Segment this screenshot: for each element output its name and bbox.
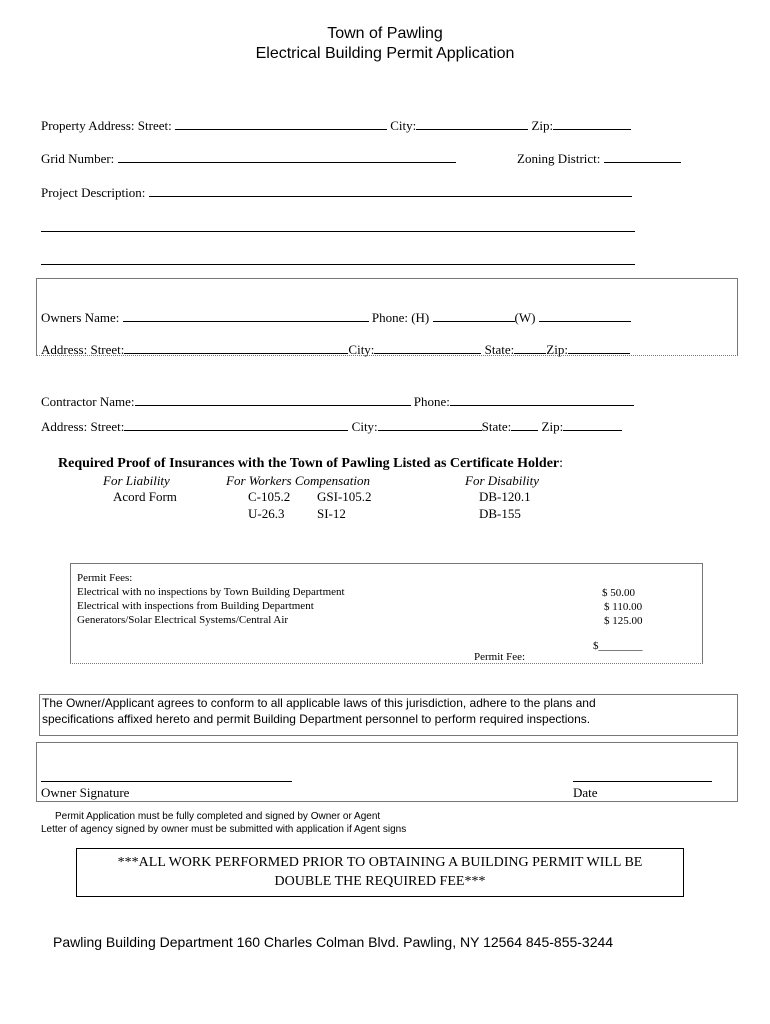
fee-item-label: Generators/Solar Electrical Systems/Central Air xyxy=(77,614,289,626)
zoning-district-label: Zoning District: xyxy=(517,151,601,166)
owner-city-label: City: xyxy=(348,342,375,357)
owner-phone-home-field[interactable] xyxy=(433,310,515,322)
warning-line-2: DOUBLE THE REQUIRED FEE*** xyxy=(274,874,486,889)
owner-zip-label: Zip: xyxy=(546,342,568,357)
contractor-city-field[interactable] xyxy=(378,419,482,431)
disability-form-db155: DB-155 xyxy=(479,506,521,521)
owner-phone-home-label: Phone: (H) xyxy=(371,310,430,325)
owner-signature-label: Owner Signature xyxy=(41,785,130,800)
zoning-district-field[interactable] xyxy=(604,151,681,163)
signature-date-field[interactable] xyxy=(573,781,712,782)
contractor-phone-field[interactable] xyxy=(450,394,634,406)
owner-signature-field[interactable] xyxy=(41,781,292,782)
workers-comp-label: For Workers Compensation xyxy=(226,473,370,488)
grid-number-field[interactable] xyxy=(118,151,456,163)
liability-form: Acord Form xyxy=(113,489,177,504)
contractor-street-label: Address: Street: xyxy=(41,419,125,434)
zoning-district-row xyxy=(517,151,681,167)
property-address-row xyxy=(41,118,631,134)
owner-address-row xyxy=(41,342,630,358)
warning-line-1: ***ALL WORK PERFORMED PRIOR TO OBTAINING A BUILDING PERMIT WILL BE xyxy=(117,855,643,870)
contractor-street-field[interactable] xyxy=(124,419,348,431)
owner-street-field[interactable] xyxy=(124,342,348,354)
owner-state-label: State: xyxy=(484,342,515,357)
fee-item-amount: $ 110.00 xyxy=(604,601,643,613)
project-description-line-2[interactable] xyxy=(41,231,635,232)
workers-form-c105: C-105.2 xyxy=(248,489,291,504)
property-street-field[interactable] xyxy=(175,118,387,130)
agreement-line-2: specifications affixed hereto and permit Building Department personnel to perform required inspections. xyxy=(42,712,591,726)
owner-name-label: Owners Name: xyxy=(41,310,120,325)
project-description-label: Project Description: xyxy=(41,185,146,200)
owner-state-field[interactable] xyxy=(514,342,546,354)
signature-box xyxy=(36,742,738,802)
fee-item-amount: $ 50.00 xyxy=(602,587,635,599)
workers-form-si12: SI-12 xyxy=(317,506,346,521)
fee-item-amount: $ 125.00 xyxy=(604,615,643,627)
owner-city-field[interactable] xyxy=(374,342,481,354)
contractor-zip-field[interactable] xyxy=(563,419,622,431)
property-street-label: Property Address: Street: xyxy=(41,118,172,133)
contractor-name-row xyxy=(41,394,634,410)
contractor-phone-label: Phone: xyxy=(413,394,450,409)
footer-contact: Pawling Building Department 160 Charles Colman Blvd. Pawling, NY 12564 845-855-3244 xyxy=(53,934,614,950)
form-title-town: Town of Pawling xyxy=(327,25,443,42)
owner-phone-work-field[interactable] xyxy=(539,310,631,322)
property-city-label: City: xyxy=(390,118,417,133)
owner-street-label: Address: Street: xyxy=(41,342,125,357)
contractor-state-field[interactable] xyxy=(511,419,538,431)
disability-label: For Disability xyxy=(465,473,540,488)
property-zip-field[interactable] xyxy=(553,118,631,130)
form-title-permit: Electrical Building Permit Application xyxy=(255,45,515,62)
contractor-name-label: Contractor Name: xyxy=(41,394,135,409)
fee-item-label: Electrical with inspections from Building Department xyxy=(77,600,314,612)
owner-phone-work-label: (W) xyxy=(514,310,536,325)
agreement-line-1: The Owner/Applicant agrees to conform to all applicable laws of this jurisdiction, adhere to the plans and xyxy=(42,696,596,710)
project-description-line-3[interactable] xyxy=(41,264,635,265)
grid-number-row xyxy=(41,151,456,167)
workers-form-gsi105: GSI-105.2 xyxy=(317,489,372,504)
contractor-city-label: City: xyxy=(351,419,378,434)
contractor-state-label: State: xyxy=(481,419,512,434)
liability-label: For Liability xyxy=(103,473,170,488)
insurance-heading-colon: : xyxy=(559,456,564,471)
disability-form-db120: DB-120.1 xyxy=(479,489,531,504)
permit-fee-total-field[interactable]: $________ xyxy=(593,640,643,652)
property-zip-label: Zip: xyxy=(531,118,554,133)
workers-form-u26: U-26.3 xyxy=(248,506,285,521)
project-description-field[interactable] xyxy=(149,185,632,197)
permit-fee-total-label: Permit Fee: xyxy=(474,651,526,663)
grid-number-label: Grid Number: xyxy=(41,151,115,166)
note-line-1: Permit Application must be fully completed and signed by Owner or Agent xyxy=(55,811,381,822)
contractor-zip-label: Zip: xyxy=(541,419,564,434)
note-line-2: Letter of agency signed by owner must be submitted with application if Agent signs xyxy=(41,824,407,835)
contractor-address-row xyxy=(41,419,622,435)
insurance-heading xyxy=(58,456,563,472)
contractor-name-field[interactable] xyxy=(135,394,411,406)
project-description-row xyxy=(41,185,632,201)
owner-zip-field[interactable] xyxy=(568,342,630,354)
signature-date-label: Date xyxy=(573,785,598,800)
fee-item-label: Electrical with no inspections by Town Building Department xyxy=(77,586,345,598)
property-city-field[interactable] xyxy=(416,118,528,130)
owner-name-field[interactable] xyxy=(123,310,369,322)
permit-fees-title: Permit Fees: xyxy=(77,572,133,584)
owner-name-row xyxy=(41,310,631,326)
insurance-heading-text: Required Proof of Insurances with the Town of Pawling Listed as Certificate Holder xyxy=(58,456,560,471)
